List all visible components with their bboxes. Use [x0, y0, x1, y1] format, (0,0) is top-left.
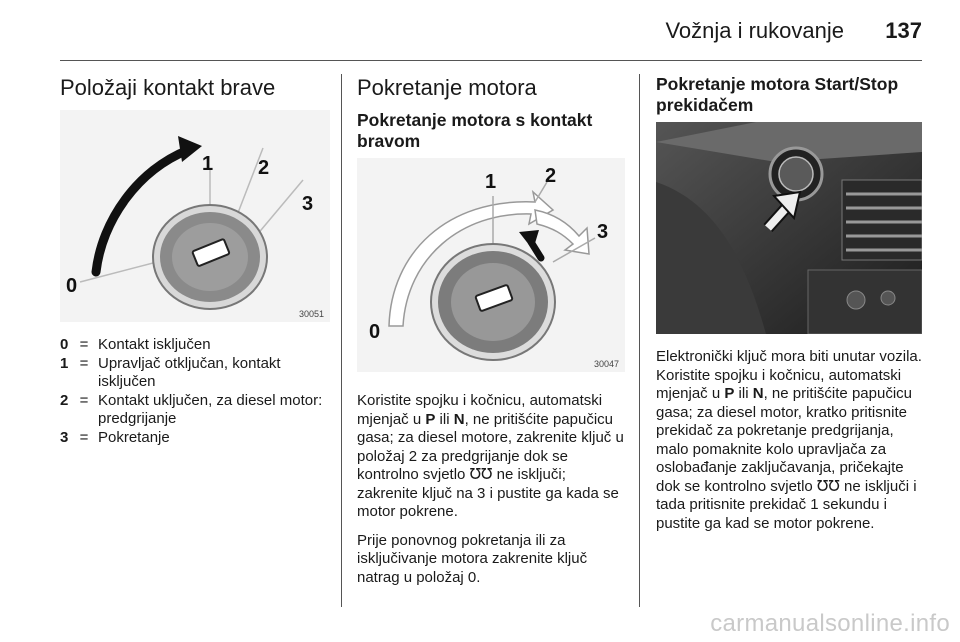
position-legend [60, 336, 330, 447]
legend-item: 2 = Kontakt uključen, za diesel motor: predgrijanje [60, 391, 323, 427]
section-heading: Pokretanje motora [357, 75, 537, 100]
subsection-heading: Pokretanje motora s kontakt bravom [357, 110, 593, 151]
instruction-paragraph: Elektronički ključ mora biti unutar vozila. Koristite spojku i kočnicu, automatski mjenjač u P ili N, ne pritišćite papučicu gasa; za diesel motor, kratko pritisnite prekidač za pokretanje predgrijanja, malo pomaknite kolo upravljača za oslobađanje zaključavanja, pričekajte dok se kontrolno svjetlo ℧℧ ne isključi i tada pritisnite prekidač 1 sekundu i pustite ga kad se motor pokrene. [656, 348, 922, 532]
position-label-3: 3 [597, 221, 609, 243]
legend-item: 1 = Upravljač otključan, kontakt isključen [60, 354, 281, 390]
ignition-lock-icon [431, 244, 555, 360]
key-start-illustration [357, 158, 625, 372]
instruction-paragraph: Koristite spojku i kočnicu, automatski mjenjač u P ili N, ne pritišćite papučicu gasa; za diesel motore, zakrenite ključ u položaj 2 za predgrijanje dok se kontrolno svjetlo ℧℧ ne isključi; zakrenite ključ na 3 i pustite ga kada se motor pokrene. [357, 392, 624, 520]
position-label-2: 2 [258, 157, 270, 179]
legend-item: 3 = Pokretanje [60, 428, 170, 446]
position-label-1: 1 [202, 153, 214, 175]
ignition-lock-icon [153, 205, 267, 309]
section-heading: Položaji kontakt brave [60, 75, 276, 100]
column-ignition-positions [60, 74, 330, 447]
key-start-figure [357, 158, 625, 372]
dashboard-photo [656, 122, 922, 334]
position-label-0: 0 [369, 321, 381, 343]
instruction-paragraph: Prije ponovnog pokretanja ili za isključivanje motora zakrenite ključ natrag u položaj 0. [357, 531, 588, 586]
subsection-heading: Pokretanje motora Start/Stop prekidačem [656, 74, 899, 115]
watermark: carmanualsonline.info [710, 610, 950, 637]
figure-code: 30051 [298, 309, 324, 319]
column-engine-start [357, 74, 625, 587]
column-divider [341, 74, 342, 607]
position-label-2: 2 [545, 165, 557, 187]
position-label-3: 3 [302, 193, 314, 215]
ignition-lock-illustration [60, 110, 330, 322]
header-rule [60, 60, 922, 61]
start-stop-figure [656, 122, 922, 334]
page-header [0, 18, 922, 46]
legend-item: 0 = Kontakt isključen [60, 336, 211, 353]
position-label-1: 1 [485, 171, 497, 193]
figure-code: 30047 [593, 359, 619, 369]
ignition-positions-figure [60, 110, 330, 322]
column-divider [639, 74, 640, 607]
glow-plug-icon: ℧℧ [469, 466, 493, 483]
chapter-title: Vožnja i rukovanje [665, 18, 844, 43]
position-label-0: 0 [66, 275, 78, 297]
glow-plug-icon: ℧℧ [816, 477, 840, 495]
column-start-stop [656, 74, 922, 533]
page-number: 137 [885, 18, 922, 43]
